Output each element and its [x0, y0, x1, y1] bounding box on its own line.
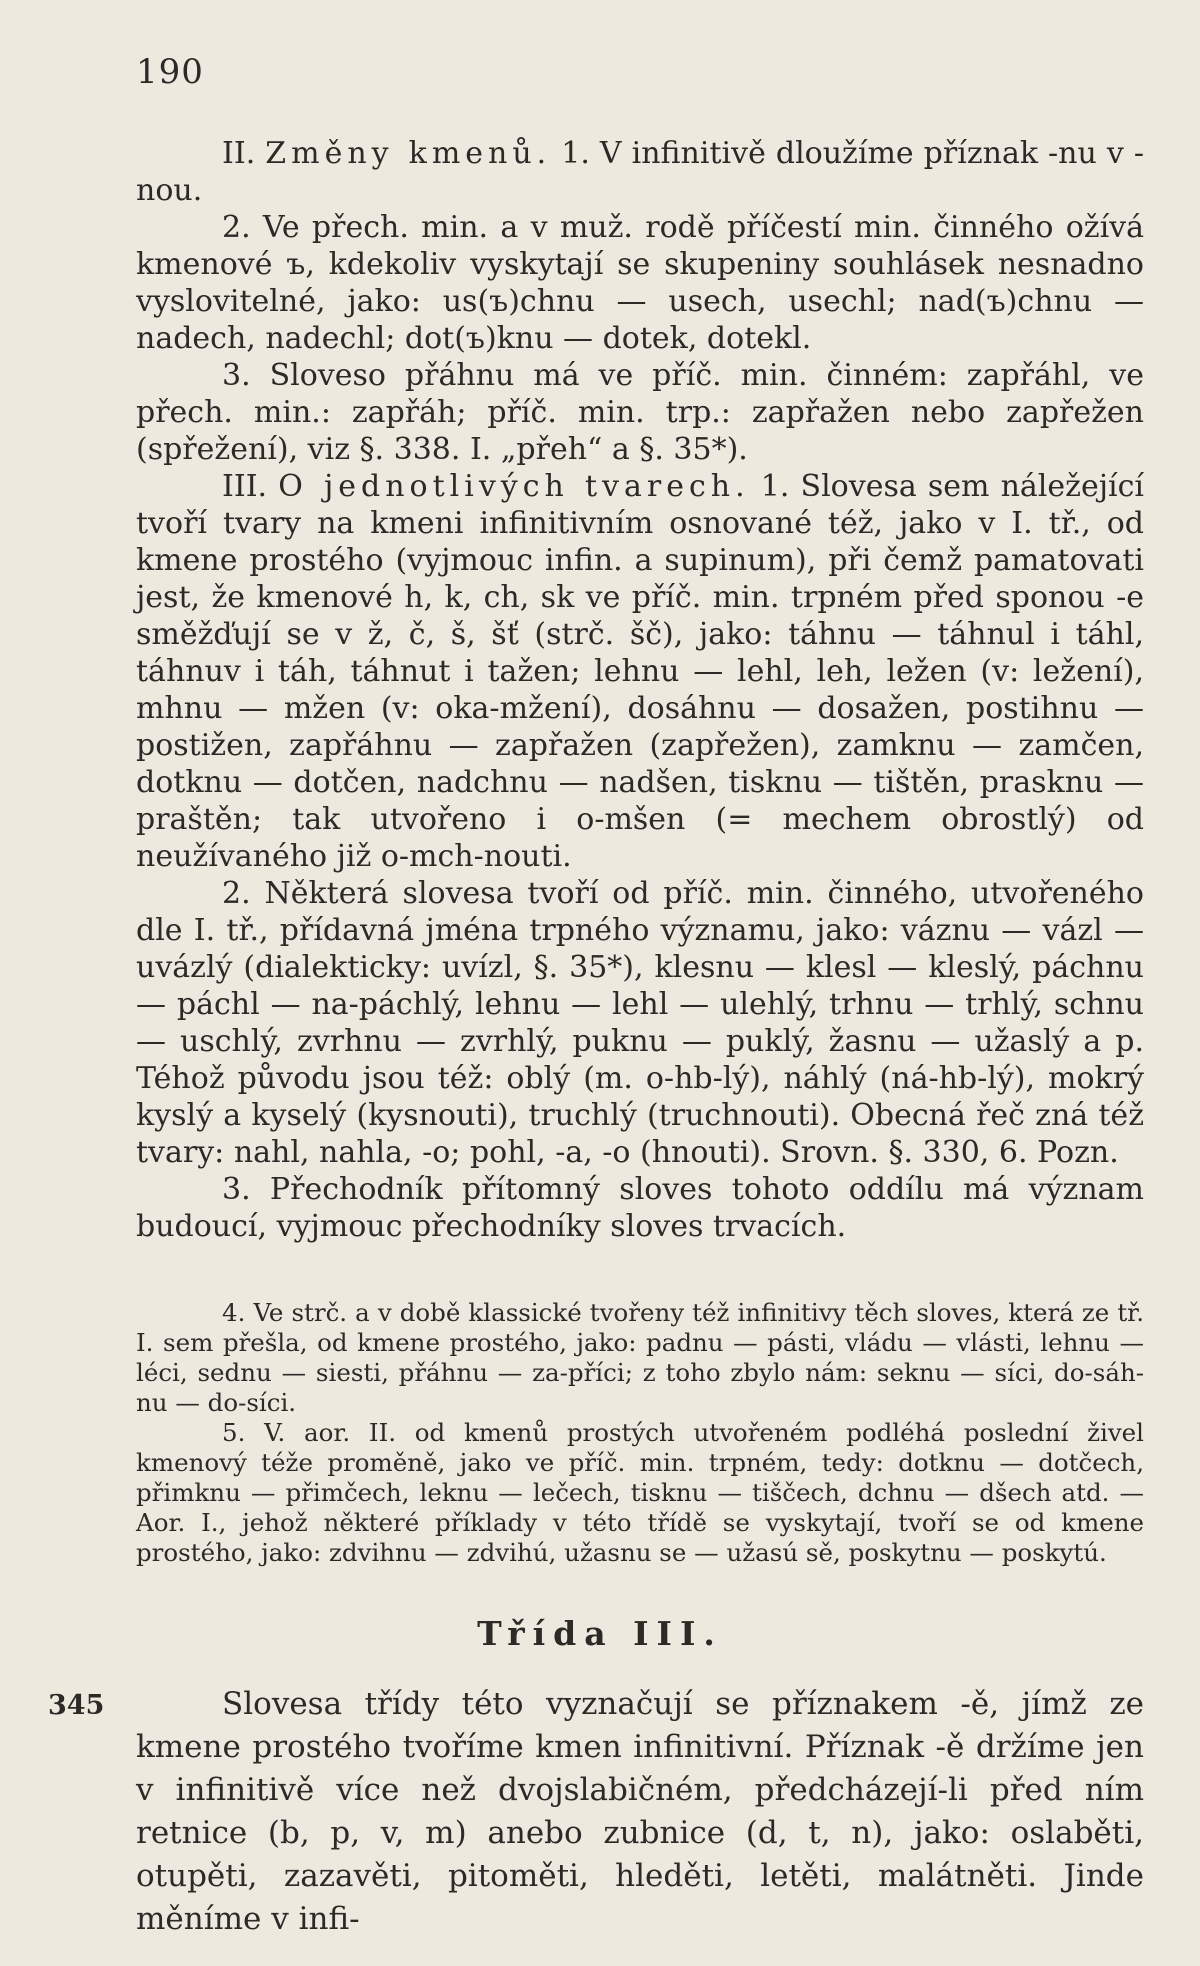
section-title: Změny kmenů.	[265, 136, 552, 171]
section-title: O jednotlivých tvarech.	[278, 469, 750, 504]
section-text: 1. Slovesa sem náležející tvoří tvary na kmeni infinitivním osnované též, jako v I. tř., od kmene prostého (vyjmouc infin. a supinum), při čemž pamatovati jest, že kmenové h, k, ch, sk ve příč. min. trpném před sponou -e směžďují se v ž, č, š, šť (strč. šč), jako: táhnu — táhnul i táhl, táhnuv i táh, táhnut i tažen; lehnu — lehl, leh, ležen (v: ležení), mhnu — mžen (v: oka-mžení), dosáhnu — dosažen, postihnu — postižen, zapřáhnu — zapřažen (zapřežen), zamknu — zamčen, dotknu — dotčen, nadchnu — nadšen, tisknu — tištěn, prasknu — praštěn; tak utvořeno i o-mšen (= mechem obrostlý) od neužívaného již o-mch-nouti.	[136, 469, 1144, 874]
page-number: 190	[136, 52, 204, 92]
class-heading: Třída III.	[477, 1614, 723, 1653]
paragraph-III	[136, 468, 1144, 875]
final-text	[136, 1683, 1144, 1941]
paragraph-II	[136, 135, 1144, 209]
paragraph-III-3: 3. Přechodník přítomný sloves tohoto oddílu má význam budoucí, vyjmouc přechodníky sloves trvacích.	[136, 1172, 1144, 1244]
note-5: 5. V. aor. II. od kmenů prostých utvořeném podléhá poslední živel kmenový téže proměně, jako ve příč. min. trpném, tedy: dotknu — dotčech, přimknu — přimčech, leknu — lečech, tisknu — tiščech, dchnu — dšech atd. — Aor. I., jehož některé příklady v této třídě se vyskytají, tvoří se od kmene prostého, jako: zdvihnu — zdvihú, užasnu se — užasú sě, poskytnu — poskytú.	[136, 1418, 1144, 1567]
section-text: 1. V infinitivě dloužíme příznak -nu v -nou.	[136, 136, 1144, 208]
paragraph-II-3: 3. Sloveso přáhnu má ve příč. min. činném: zapřáhl, ve přech. min.: zapřáh; příč. min. trp.: zapřažen nebo zapřežen (spřežení), viz §. 338. I. „přeh“ a §. 35*).	[136, 358, 1144, 467]
paragraph-III-2: 2. Některá slovesa tvoří od příč. min. činného, utvořeného dle I. tř., přídavná jména trpného významu, jako: váznu — vázl — uvázlý (dialekticky: uvízl, §. 35*), klesnu — klesl — kleslý, páchnu — páchl — na-páchlý, lehnu — lehl — ulehlý, trhnu — trhlý, schnu — uschlý, zvrhnu — zvrhlý, puknu — puklý, žasnu — užaslý a p. Téhož původu jsou též: oblý (m. o-hb-lý), náhlý (ná-hb-lý), mokrý kyslý a kyselý (kysnouti), truchlý (truchnouti). Obecná řeč zná též tvary: nahl, nahla, -o; pohl, -a, -o (hnouti). Srovn. §. 330, 6. Pozn.	[136, 876, 1144, 1170]
section-prefix: II.	[222, 136, 256, 171]
note-4: 4. Ve strč. a v době klassické tvořeny též infinitivy těch sloves, která ze tř. I. sem přešla, od kmene prostého, jako: padnu — pásti, vládu — vlásti, lehnu — léci, sednu — siesti, přáhnu — za-příci; z toho zbylo nám: seknu — síci, do-sáh-nu — do-síci.	[136, 1298, 1144, 1417]
margin-section-number: 345	[48, 1690, 105, 1721]
paragraph-345: Slovesa třídy této vyznačují se příznakem -ě, jímž ze kmene prostého tvoříme kmen infinitivní. Příznak -ě držíme jen v infinitivě více než dvojslabičném, předcházejí-li před ním retnice (b, p, v, m) anebo zubnice (d, t, n), jako: oslaběti, otupěti, zazavěti, pitoměti, hleděti, letěti, malátněti. Jinde měníme v infi-	[136, 1686, 1144, 1937]
paragraph-II-2: 2. Ve přech. min. a v muž. rodě příčestí min. činného ožívá kmenové ъ, kdekoliv vyskytají se skupeniny souhlásek nesnadno vyslovitelné, jako: us(ъ)chnu — usech, usechl; nad(ъ)chnu — nadech, nadechl; dot(ъ)knu — dotek, dotekl.	[136, 210, 1144, 356]
section-prefix: III.	[222, 469, 268, 504]
main-text	[136, 135, 1144, 1245]
small-print-notes	[136, 1298, 1144, 1568]
